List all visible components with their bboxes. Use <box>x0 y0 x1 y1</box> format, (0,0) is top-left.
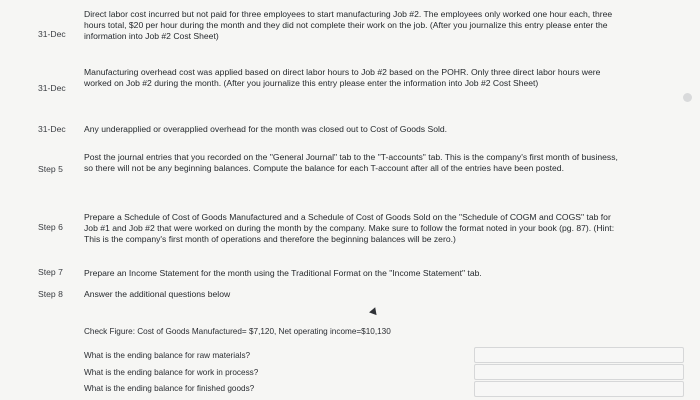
step-label: Step 8 <box>38 289 63 299</box>
step-label: Step 7 <box>38 267 63 277</box>
row-description: Direct labor cost incurred but not paid for three employees to start manufacturing Job #2. The employees only worked one hour each, three hours total, $20 per hour during the month and they did not complete their work on the job. (After you journalize this entry please enter the information into Job #2 Cost Sheet) <box>84 9 613 41</box>
question-raw-materials: What is the ending balance for raw materials? <box>84 351 251 360</box>
step-label: Step 5 <box>38 164 63 174</box>
question-finished-goods: What is the ending balance for finished goods? <box>84 384 255 393</box>
step-description: Prepare an Income Statement for the month using the Traditional Format on the "Income Statement" tab. <box>84 268 482 278</box>
question-work-in-process: What is the ending balance for work in process? <box>84 368 259 377</box>
answer-finished-goods-input[interactable] <box>474 381 684 397</box>
mouse-cursor-icon <box>369 306 379 315</box>
answer-work-in-process-input[interactable] <box>474 364 684 380</box>
step-description: Post the journal entries that you recorded on the "General Journal" tab to the "T-accounts" tab. This is the company's first month of business, so there will not be any beginning balances. Compute the balance for each T-account after all of the entries have been posted. <box>84 152 618 173</box>
row-date-label: 31-Dec <box>38 83 66 93</box>
step-description: Prepare a Schedule of Cost of Goods Manufactured and a Schedule of Cost of Goods Sold on the "Schedule of COGM and COGS" tab for Job #1 and Job #2 that were worked on during the month by the company. Make sure to follow the format noted in your book (pg. 87). (Hint: This is the company's first month of operations and therefore the beginning balances will be zero.) <box>84 212 615 244</box>
row-date-label: 31-Dec <box>38 124 66 134</box>
answer-raw-materials-input[interactable] <box>474 347 684 363</box>
scroll-indicator-icon[interactable] <box>683 93 692 102</box>
row-description: Any underapplied or overapplied overhead for the month was closed out to Cost of Goods Sold. <box>84 124 448 134</box>
row-date-label: 31-Dec <box>38 29 66 39</box>
row-description: Manufacturing overhead cost was applied based on direct labor hours to Job #2 based on the POHR. Only three direct labor hours were worked on Job #2 during the month. (After you journalize this entry please enter the information into Job #2 Cost Sheet) <box>84 67 601 88</box>
step-description: Answer the additional questions below <box>84 289 231 299</box>
check-figure: Check Figure: Cost of Goods Manufactured= $7,120, Net operating income=$10,130 <box>84 327 391 336</box>
step-label: Step 6 <box>38 222 63 232</box>
